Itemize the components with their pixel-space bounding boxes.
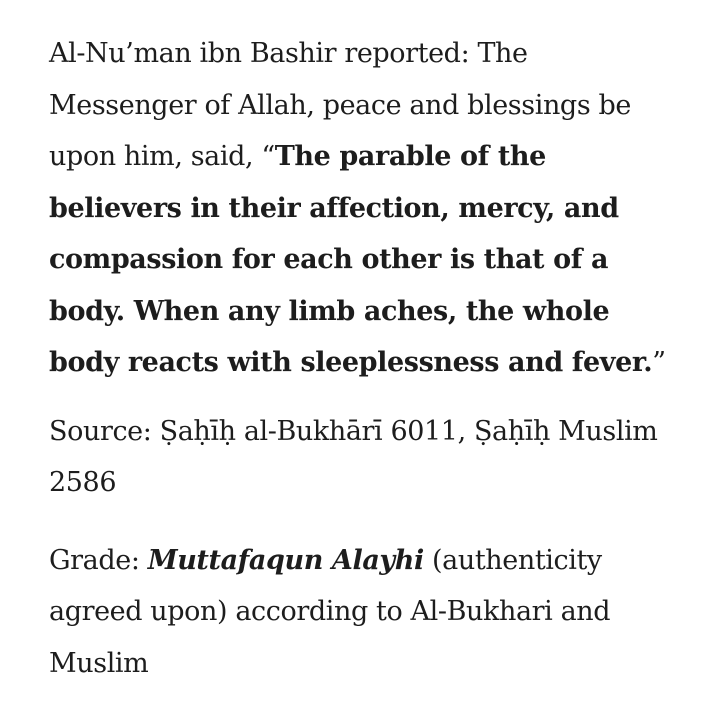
hadith-closing-quote: ” [652, 347, 666, 378]
grade-description: (authenticity agreed upon) according to Al-Bukhari and Muslim [49, 544, 611, 679]
grade-label: Grade: [49, 544, 148, 576]
hadith-intro: Al-Nu’man ibn Bashir reported: The Messenger of Allah, peace and blessings be upon him, said, “ [49, 38, 631, 172]
grade-term: Muttafaqun Alayhi [147, 544, 424, 576]
hadith-quote: The parable of the believers in their affection, mercy, and compassion for each other is that of a body. When any limb aches, the whole body reacts with sleeplessness and fever. [49, 141, 653, 378]
source-paragraph: Source: Ṣaḥīḥ al-Bukhārī 6011, Ṣaḥīḥ Muslim 2586 [49, 415, 658, 498]
hadith-paragraph [49, 28, 680, 389]
grade-paragraph [49, 535, 680, 690]
